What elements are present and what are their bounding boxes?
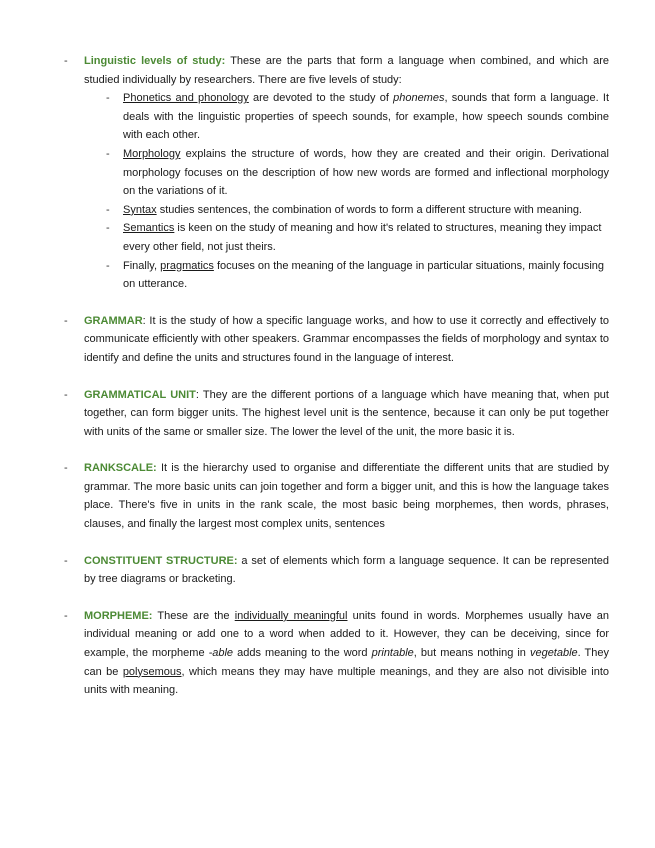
bullet-dash: - (106, 92, 110, 105)
definition-text: These are the (152, 609, 235, 622)
term-morpheme: MORPHEME: (84, 609, 153, 622)
bullet-dash: - (106, 147, 110, 160)
bullet-dash: - (106, 259, 110, 272)
underlined-term: individually meaningful (234, 609, 348, 622)
term-linguistic-levels: Linguistic levels of study: (84, 55, 226, 67)
entry-linguistic-levels (64, 52, 610, 294)
bullet-dash: - (64, 462, 68, 475)
list-item-semantics (106, 219, 609, 256)
definition-text: , but means nothing in (413, 647, 530, 660)
definition-text: : They are the different portions of a language which have meaning that, when put together, can form bigger units. The highest level unit is the sentence, because it can only be put together with units of the same or smaller size. The lower the level of the unit, the more basic it is. (84, 388, 609, 438)
italic-term: -able (208, 647, 234, 660)
definition-text: It is the hierarchy used to organise and differentiate the different units that are studied by grammar. The more basic units can join together and form a bigger unit, and this is how the language takes place. There's five in units in the rank scale, the most basic being morphemes, then words, phrases, clauses, and finally the largest most complex units, sentences (84, 462, 609, 531)
italic-term: vegetable (529, 647, 578, 660)
bullet-dash: - (64, 314, 68, 327)
underlined-term: Syntax (123, 203, 157, 216)
underlined-term: Phonetics and phonology (123, 92, 249, 105)
italic-term: printable (371, 647, 414, 660)
term-grammatical-unit: GRAMMATICAL UNIT (84, 388, 196, 401)
definition-text: These are the parts that form a language when combined, and which are studied individually by researchers. There are five levels of study: (84, 55, 610, 86)
definition-text: adds meaning to the word (233, 647, 372, 660)
definition-text: a set of elements which form a language sequence. It can be represented by tree diagrams or bracketing. (84, 554, 609, 586)
item-text: focuses on the meaning of the language in particular situations, mainly focusing on utterance. (123, 259, 605, 291)
item-text: Finally, (123, 259, 161, 272)
bullet-dash: - (64, 55, 68, 67)
italic-term: phonemes (393, 92, 445, 105)
bullet-dash: - (64, 388, 68, 401)
entry-morpheme (64, 607, 610, 700)
entry-rankscale (64, 459, 609, 533)
bullet-dash: - (64, 554, 68, 567)
term-constituent-structure: CONSTITUENT STRUCTURE: (84, 554, 238, 567)
item-text: explains the structure of words, how they are created and their origin. Derivational morphology focuses on the description of how new words are formed and inflectional morphology on the variations of it. (123, 147, 609, 198)
underlined-term: polysemous (122, 665, 182, 678)
entry-grammatical-unit (64, 386, 609, 442)
bullet-dash: - (64, 609, 68, 622)
bullet-dash: - (106, 203, 110, 216)
term-rankscale: RANKSCALE: (84, 462, 157, 475)
list-item-phonetics (106, 89, 610, 145)
bullet-dash: - (106, 222, 110, 235)
item-text: is keen on the study of meaning and how it's related to structures, meaning they impact every other field, not just theirs. (123, 222, 602, 253)
entry-constituent-structure (64, 552, 609, 589)
underlined-term: Morphology (123, 147, 181, 160)
underlined-term: pragmatics (160, 259, 214, 272)
term-grammar: GRAMMAR (84, 314, 143, 327)
definition-text: . They can be (84, 647, 610, 678)
underlined-term: Semantics (123, 222, 175, 235)
definition-text: : It is the study of how a specific language works, and how to use it correctly and effectively to communicate efficiently with other speakers. Grammar encompasses the fields of morphology and syntax to identify and define the units and structures found in the language of interest. (84, 314, 609, 364)
item-text: studies sentences, the combination of words to form a different structure with meaning. (156, 203, 582, 216)
item-text: are devoted to the study of (248, 92, 394, 105)
list-item-morphology (106, 145, 609, 201)
levels-list (84, 89, 609, 294)
definition-text: , which means they may have multiple meanings, and they are also not divisible into units with meaning. (84, 665, 609, 697)
definition-text: units found in words. Morphemes usually have an individual meaning or add one to a word when added to it. However, they can be deceiving, since for example, the morpheme (84, 609, 609, 660)
entry-grammar (64, 312, 609, 368)
list-item-pragmatics (106, 257, 609, 294)
item-text: , sounds that form a language. It deals with the linguistic properties of speech sounds, for example, how speech sounds combine with each other. (123, 92, 610, 142)
list-item-syntax (106, 201, 609, 220)
